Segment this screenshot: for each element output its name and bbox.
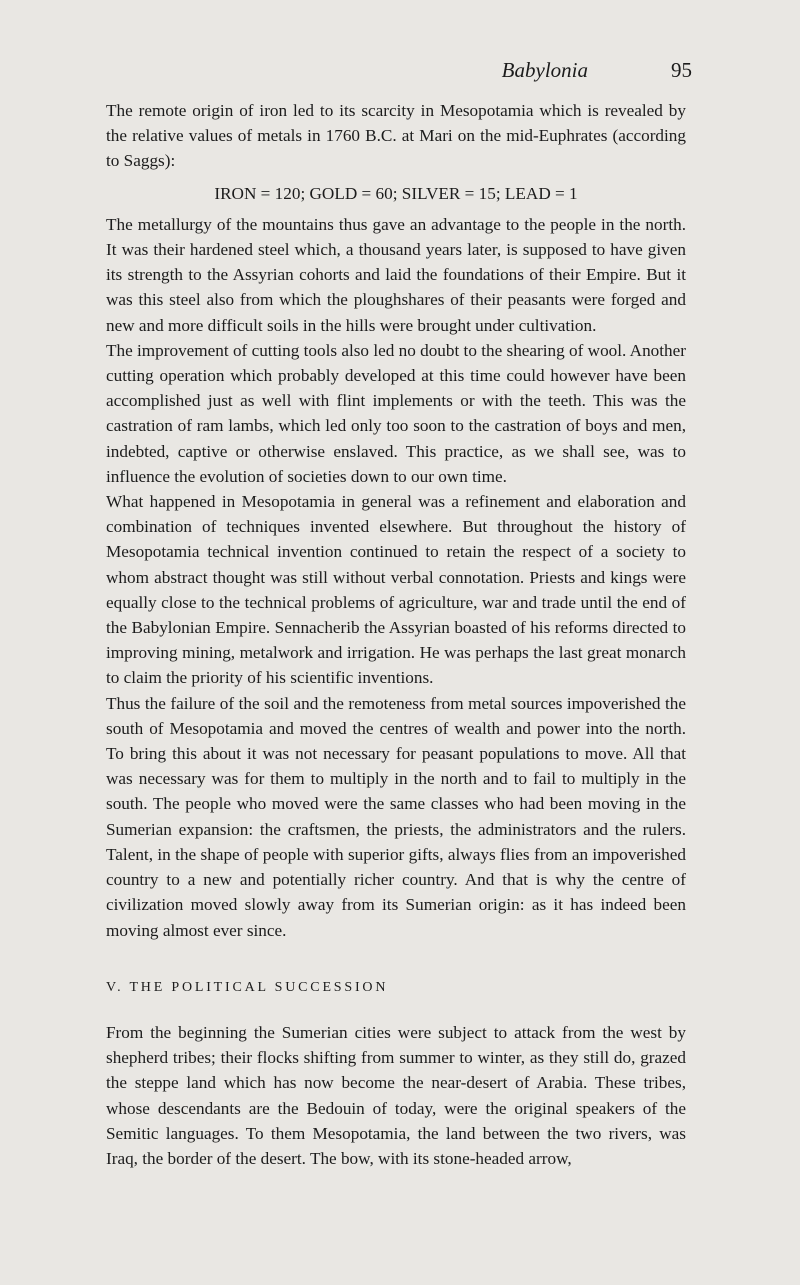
paragraph-cutting-tools: The improvement of cutting tools also led no doubt to the shearing of wool. Another cutting operation which probably developed at this time could however have been accomplished just as well with flint implements or with the teeth. This was the castration of ram lambs, which led only too soon to the castration of boys and men, indebted, captive or otherwise enslaved. This practice, as we shall see, was to influence the evolution of societies down to our own time. <box>106 340 686 486</box>
metal-values-line: IRON = 120; GOLD = 60; SILVER = 15; LEAD = 1 <box>214 183 578 203</box>
paragraph-soil-failure: Thus the failure of the soil and the remoteness from metal sources impoverished the south of Mesopotamia and moved the centres of wealth and power into the north. To bring this about it was not necessary for peasant populations to move. All that was necessary was for them to multiply in the north and to fail to multiply in the south. The people who moved were the same classes who had been moving in the Sumerian expansion: the craftsmen, the priests, the administrators and the rulers. Talent, in the shape of people with superior gifts, always flies from an impoverished country to a new and potentially richer country. And that is why the centre of civilization moved slowly away from its Sumerian origin: as it has indeed been moving almost ever since. <box>106 693 686 940</box>
paragraph-refinement: What happened in Mesopotamia in general was a refinement and elaboration and combination of techniques invented elsewhere. But throughout the history of Mesopotamia technical invention continued to retain the respect of a society to whom abstract thought was still without verbal connotation. Priests and kings were equally close to the technical problems of agriculture, war and trade until the end of the Babylonian Empire. Sennacherib the Assyrian boasted of his reforms directed to improving mining, metalwork and irrigation. He was perhaps the last great monarch to claim the priority of his scientific inventions. <box>106 492 686 688</box>
paragraph-metallurgy: The metallurgy of the mountains thus gave an advantage to the people in the north. It was their hardened steel which, a thousand years later, is supposed to have given its strength to the Assyrian cohorts and laid the foundations of their Empire. But it was this steel also from which the ploughshares of their peasants were forged and new and more difficult soils in the hills were brought under cultivation. <box>106 214 686 335</box>
section-heading: V. THE POLITICAL SUCCESSION <box>106 979 389 995</box>
running-title: Babylonia <box>501 58 588 82</box>
running-header <box>0 58 800 88</box>
paragraph-iron-origin: The remote origin of iron led to its scarcity in Mesopotamia which is revealed by the relative values of metals in 1760 B.C. at Mari on the mid-Euphrates (according to Saggs): <box>106 101 686 171</box>
paragraph-shepherd-tribes: From the beginning the Sumerian cities were subject to attack from the west by shepherd tribes; their flocks shifting from summer to winter, as they still do, grazed the steppe land which has now become the near-desert of Arabia. These tribes, whose descendants are the Bedouin of today, were the original speakers of the Semitic languages. To them Mesopotamia, the land between the two rivers, was Iraq, the border of the desert. The bow, with its stone-headed arrow, <box>106 1022 686 1168</box>
page-number: 95 <box>671 58 692 82</box>
page-body <box>106 98 686 1171</box>
